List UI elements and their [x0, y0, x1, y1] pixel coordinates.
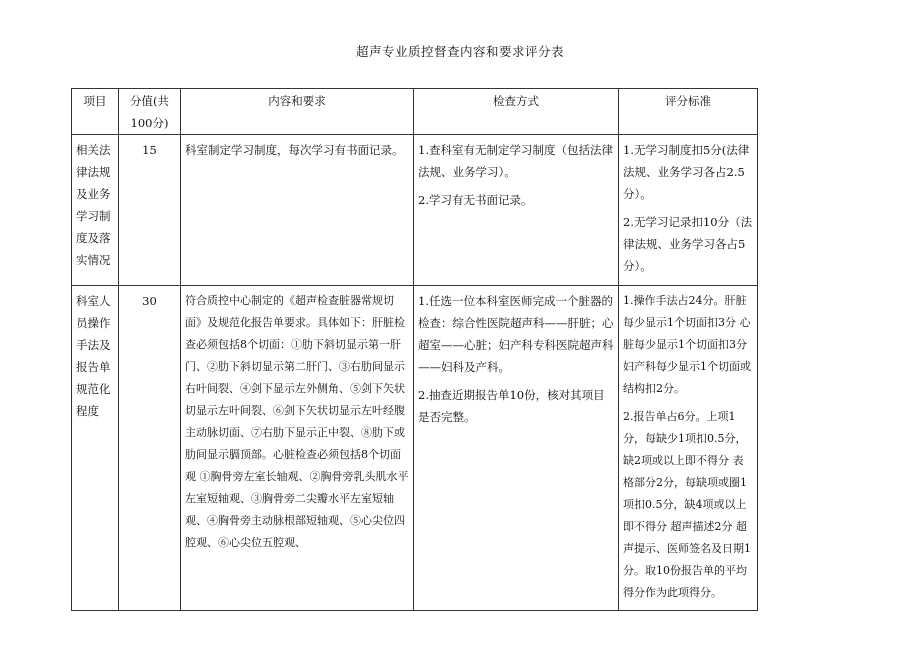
table-header-row: [72, 89, 758, 135]
scoring-table: [71, 88, 758, 611]
cell-item: 相关法律法规及业务学习制度及落实情况: [72, 135, 119, 286]
method-line: 2.学习有无书面记录。: [418, 193, 533, 207]
document-title: 超声专业质控督查内容和要求评分表: [355, 44, 564, 59]
cell-content: 科室制定学习制度，每次学习有书面记录。: [181, 135, 414, 286]
table-row: [72, 135, 758, 286]
cell-criteria: [619, 286, 758, 611]
header-method: 检查方式: [414, 89, 619, 135]
header-score: 分值(共100分): [119, 89, 181, 135]
criteria-line: 1.操作手法占24分。肝脏每少显示1个切面扣3分 心脏每少显示1个切面扣3分 妇产科每少显示1个切面或结构扣2分。: [623, 294, 751, 395]
method-line: 1.查科室有无制定学习制度（包括法律法规、业务学习）。: [418, 143, 613, 179]
cell-criteria: [619, 135, 758, 286]
cell-score: 30: [119, 286, 181, 611]
criteria-line: 2.报告单占6分。上项1分，每缺少1项扣0.5分，缺2项或以上即不得分 表格部分2分，每缺项或圈1项扣0.5分，缺4项或以上即不得分 超声描述2分 超声提示、医师签名及日期1分。取10份报告单的平均得分作为此项得分。: [623, 410, 751, 599]
cell-method: [414, 135, 619, 286]
table-row: [72, 286, 758, 611]
criteria-line: 1.无学习制度扣5分(法律法规、业务学习各占2.5分）。: [623, 143, 750, 201]
header-content: 内容和要求: [181, 89, 414, 135]
header-criteria: 评分标准: [619, 89, 758, 135]
method-line: 2.抽查近期报告单10份，核对其项目是否完整。: [418, 388, 605, 424]
cell-item: 科室人员操作手法及报告单规范化程度: [72, 286, 119, 611]
cell-score: 15: [119, 135, 181, 286]
header-item: 项目: [72, 89, 119, 135]
cell-method: [414, 286, 619, 611]
method-line: 1.任选一位本科室医师完成一个脏器的检查：综合性医院超声科——肝脏；心超室——心脏；妇产科专科医院超声科——妇科及产科。: [418, 294, 614, 374]
criteria-line: 2.无学习记录扣10分（法律法规、业务学习各占5分）。: [623, 215, 753, 273]
cell-content: 符合质控中心制定的《超声检查脏器常规切面》及规范化报告单要求。具体如下：肝脏检查必须包括8个切面：①肋下斜切显示第一肝门、②肋下斜切显示第二肝门、③右肋间显示右叶间裂、④剑下显示左外侧角、⑤剑下矢状切显示左叶间裂、⑥剑下矢状切显示左叶经腹主动脉切面、⑦右肋下显示正中裂、⑧肋下或肋间显示膈顶部。心脏检查必须包括8个切面观 ①胸骨旁左室长轴观、②胸骨旁乳头肌水平左室短轴观、③胸骨旁二尖瓣水平左室短轴观、④胸骨旁主动脉根部短轴观、⑤心尖位四腔观、⑥心尖位五腔观、: [181, 286, 414, 611]
